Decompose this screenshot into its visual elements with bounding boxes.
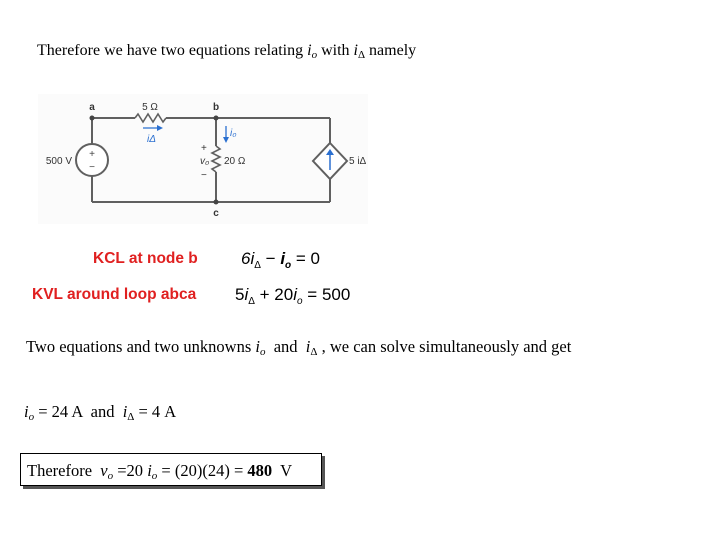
node-a-label: a [89,102,95,113]
idelta-subscript: Δ [357,49,366,61]
two-eq-part: Two equations and two unknowns [26,337,256,356]
therefore-unit: V [272,461,292,480]
node-b-label: b [212,102,220,113]
two-eq-and: and [265,337,306,356]
source-minus-sign: − [89,162,95,173]
kcl-equation [241,249,320,271]
therefore-text [27,461,292,482]
intro-with: with [317,42,354,59]
source-label: 500 V [45,156,72,167]
r2-label: 20 Ω [224,156,246,167]
io-subscript: o [311,49,318,61]
intro-text-part: Therefore we have two equations relating [37,42,308,59]
kvl-i: i [244,285,249,304]
kvl-rhs: = 500 [302,285,351,304]
kvl-i-sub: Δ [248,296,255,307]
kvl-coef: 5 [235,285,245,304]
result-io: i [24,402,29,421]
two-eq-io-sub: o [259,346,266,358]
therefore-io: i [147,461,152,480]
node-a-dot [90,116,95,121]
therefore-io-sub: o [151,470,158,482]
result-idelta-value: = 4 A [134,402,177,421]
vo-minus-label: − [201,170,207,181]
two-eq-after: , we can solve simultaneously and get [317,337,572,356]
therefore-vo: v [100,461,108,480]
kvl-equation [235,285,350,307]
node-b-dot [214,116,219,121]
therefore-eq2: = (20)(24) = [157,461,248,480]
therefore-word: Therefore [27,461,101,480]
two-eq-io: i [255,337,260,356]
r1-label: 5 Ω [142,102,158,113]
kcl-io: i [280,249,286,268]
kcl-rhs: = 0 [291,249,320,268]
idelta-circuit-label: iΔ [147,134,156,145]
result-io-sub: o [28,411,35,423]
therefore-vo-sub: o [107,470,114,482]
kvl-io-sub: o [297,296,303,307]
result-idelta-sub: Δ [127,411,135,423]
kcl-io-sub: o [285,260,292,271]
circuit-diagram [38,94,368,224]
kcl-i: i [250,249,255,268]
kvl-plus: + 20 [254,285,294,304]
kcl-i-sub: Δ [254,260,261,271]
kcl-coef: 6 [241,249,251,268]
source-plus-sign: + [89,149,95,160]
two-equations-text [26,337,571,358]
kvl-io: i [293,285,298,304]
node-c-dot [214,200,219,205]
kvl-label: KVL around loop abca [32,286,197,303]
io-circuit-label: i₀ [230,128,237,139]
vo-circuit-label: v₀ [200,156,210,167]
idelta-symbol: i [353,42,358,59]
therefore-eq1: =20 [113,461,148,480]
result-text [24,402,176,423]
vo-plus-label: + [201,143,207,154]
two-eq-idelta: i [305,337,311,356]
therefore-value: 480 [247,461,273,480]
two-eq-idelta-sub: Δ [310,346,318,358]
kcl-minus: − [260,249,281,268]
node-c-label: c [213,208,219,219]
io-symbol: i [307,42,312,59]
therefore-box [20,453,322,486]
result-and: and [82,402,123,421]
result-io-value: = 24 A [34,402,83,421]
result-idelta: i [122,402,128,421]
intro-text [37,42,416,61]
dep-source-label: 5 iΔ [349,156,367,167]
kcl-label: KCL at node b [93,250,198,267]
intro-namely: namely [365,42,417,59]
